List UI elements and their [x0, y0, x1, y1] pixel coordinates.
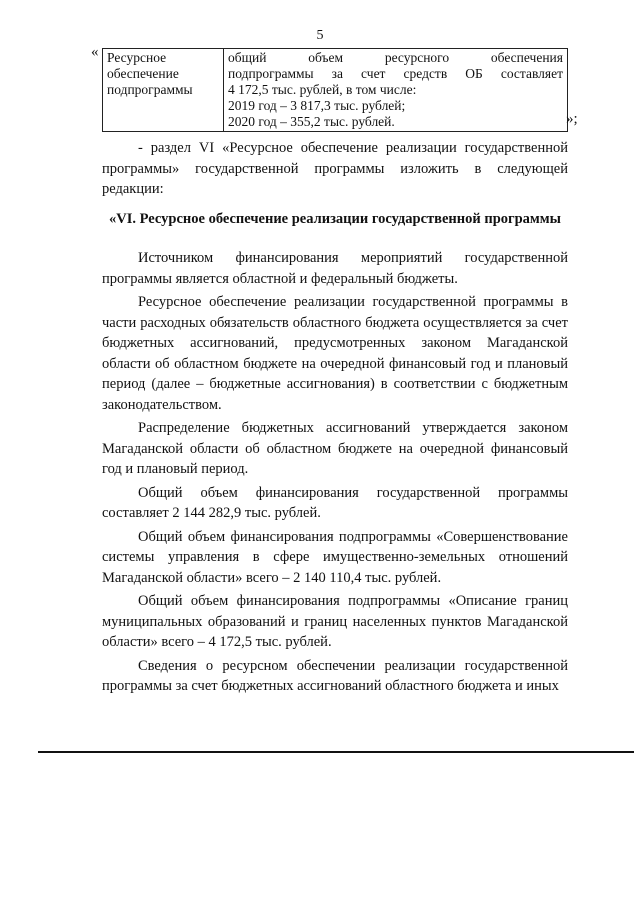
- paragraph: Распределение бюджетных ассигнований утверждается законом Магаданской области об областном бюджете на очередной финансовый год и плановый период.: [102, 420, 568, 477]
- section-heading: «VI. Ресурсное обеспечение реализации государственной программы: [109, 211, 561, 227]
- table-cell-label: Ресурсное обеспечение подпрограммы: [103, 49, 224, 132]
- body-text: [102, 248, 568, 697]
- paragraph: Общий объем финансирования подпрограммы «Описание границ муниципальных образований и границ населенных пунктов Магаданской области» всего – 4 172,5 тыс. рублей.: [102, 593, 568, 650]
- table-value-line: 4 172,5 тыс. рублей, в том числе:: [228, 82, 417, 97]
- table-value-line: подпрограммы за счет средств ОБ составляет: [228, 66, 563, 81]
- page-number: 5: [316, 28, 324, 43]
- paragraph: Источником финансирования мероприятий государственной программы является областной и федеральный бюджеты.: [102, 250, 568, 287]
- paragraph: Общий объем финансирования государственной программы составляет 2 144 282,9 тыс. рублей.: [102, 484, 568, 521]
- table-value-line: 2019 год – 3 817,3 тыс. рублей;: [228, 98, 406, 113]
- table-cell-value: [224, 49, 568, 132]
- intro-block: [102, 138, 568, 200]
- table-row: [103, 49, 568, 132]
- resource-table: [102, 48, 568, 132]
- opening-quote: «: [91, 44, 99, 60]
- bottom-rule: [38, 751, 634, 753]
- paragraph: Общий объем финансирования подпрограммы «Совершенствование системы управления в сфере имущественно-земельных отношений Магаданской области» всего – 2 140 110,4 тыс. рублей.: [102, 528, 568, 586]
- table-value-line: 2020 год – 355,2 тыс. рублей.: [228, 114, 395, 129]
- paragraph: Сведения о ресурсном обеспечении реализации государственной программы за счет бюджетных ассигнований областного бюджета и иных: [102, 657, 568, 694]
- paragraph: Ресурсное обеспечение реализации государственной программы в части расходных обязательств областного бюджета осуществляется за счет бюджетных ассигнований, предусмотренных законом Магаданской области об областном бюджете на очередной финансовый год и плановый период (далее – бюджетные ассигнования) в соответствии с бюджетным законодательством.: [102, 294, 568, 413]
- intro-paragraph: - раздел VI «Ресурсное обеспечение реализации государственной программы» государственной программы изложить в следующей редакции:: [102, 140, 568, 197]
- table-value-line: общий объем ресурсного обеспечения: [228, 50, 563, 65]
- closing-quote: »;: [566, 111, 578, 127]
